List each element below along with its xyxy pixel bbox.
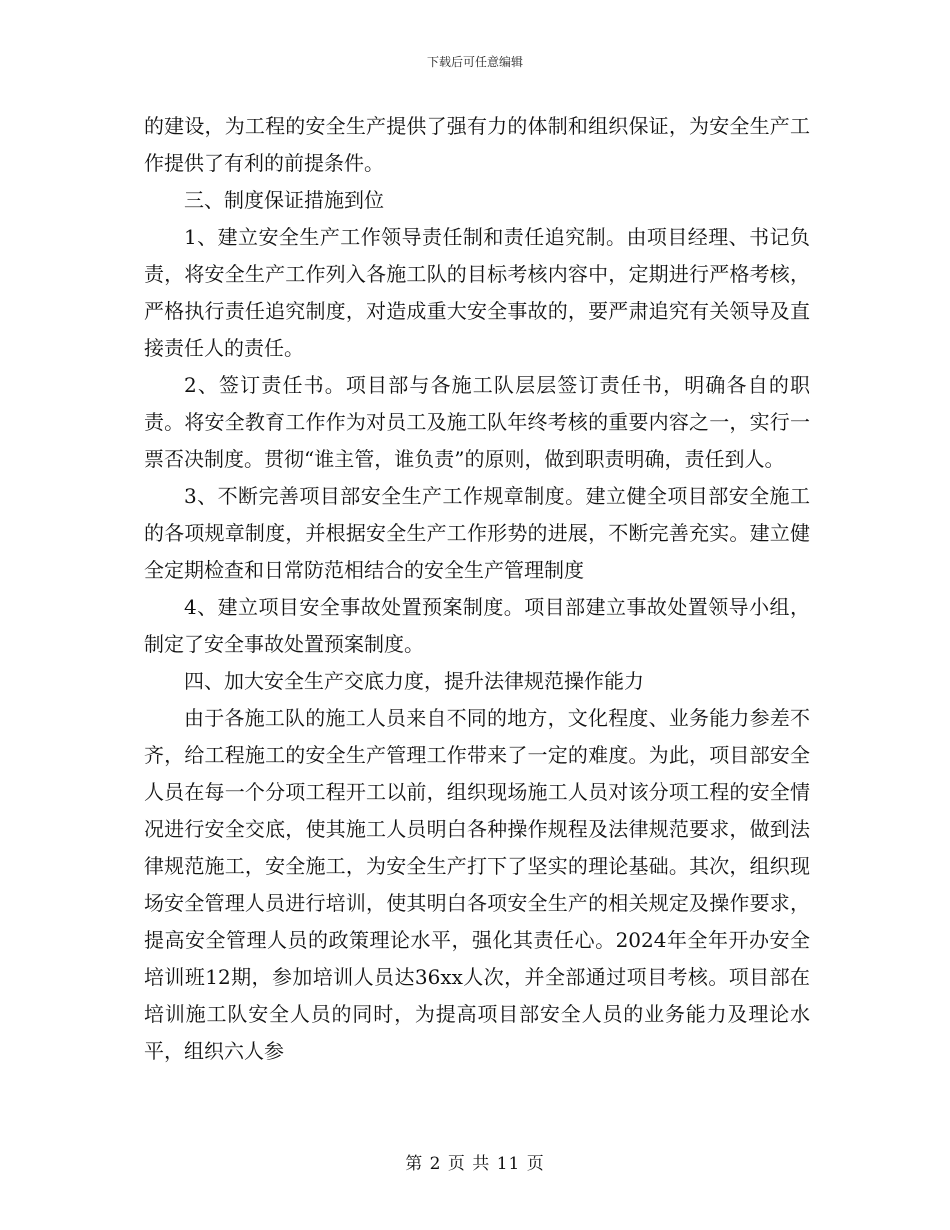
paragraph-training: 由于各施工队的施工人员来自不同的地方，文化程度、业务能力参差不齐，给工程施工的安全生产管理工作带来了一定的难度。为此，项目部安全人员在每一个分项工程开工以前，组织现场施工人员对该分项工程的安全情况进行安全交底，使其施工人员明白各种操作规程及法律规范要求，做到法律规范施工，安全施工，为安全生产打下了坚实的理论基础。其次，组织现场安全管理人员进行培训，使其明白各项安全生产的相关规定及操作要求，提高安全管理人员的政策理论水平，强化其责任心。2024年全年开办安全培训班12期，参加培训人员达36xx人次，并全部通过项目考核。项目部在培训施工队安全人员的同时，为提高项目部安全人员的业务能力及理论水平，组织六人参: [144, 706, 810, 1063]
document-body: [144, 108, 810, 1070]
page-number: 第 2 页 共 11 页: [405, 1154, 545, 1174]
paragraph-continuation: 的建设，为工程的安全生产提供了强有力的体制和组织保证，为安全生产工作提供了有利的前提条件。: [144, 114, 810, 175]
paragraph-item-1: 1、建立安全生产工作领导责任制和责任追究制。由项目经理、书记负责，将安全生产工作列入各施工队的目标考核内容中，定期进行严格考核，严格执行责任追究制度，对造成重大安全事故的，要严肃追究有关领导及直接责任人的责任。: [144, 225, 810, 360]
section-heading-four: 四、加大安全生产交底力度，提升法律规范操作能力: [184, 669, 644, 693]
paragraph-item-2: 2、签订责任书。项目部与各施工队层层签订责任书，明确各自的职责。将安全教育工作作为对员工及施工队年终考核的重要内容之一，实行一票否决制度。贯彻“谁主管，谁负责”的原则，做到职责明确，责任到人。: [144, 373, 810, 471]
page-header-note: 下载后可任意编辑: [426, 55, 523, 69]
section-heading-three: 三、制度保证措施到位: [184, 188, 384, 212]
paragraph-item-4: 4、建立项目安全事故处置预案制度。项目部建立事故处置领导小组，制定了安全事故处置预案制度。: [144, 595, 810, 656]
paragraph-item-3: 3、不断完善项目部安全生产工作规章制度。建立健全项目部安全施工的各项规章制度，并根据安全生产工作形势的进展，不断完善充实。建立健全定期检查和日常防范相结合的安全生产管理制度: [144, 484, 810, 582]
